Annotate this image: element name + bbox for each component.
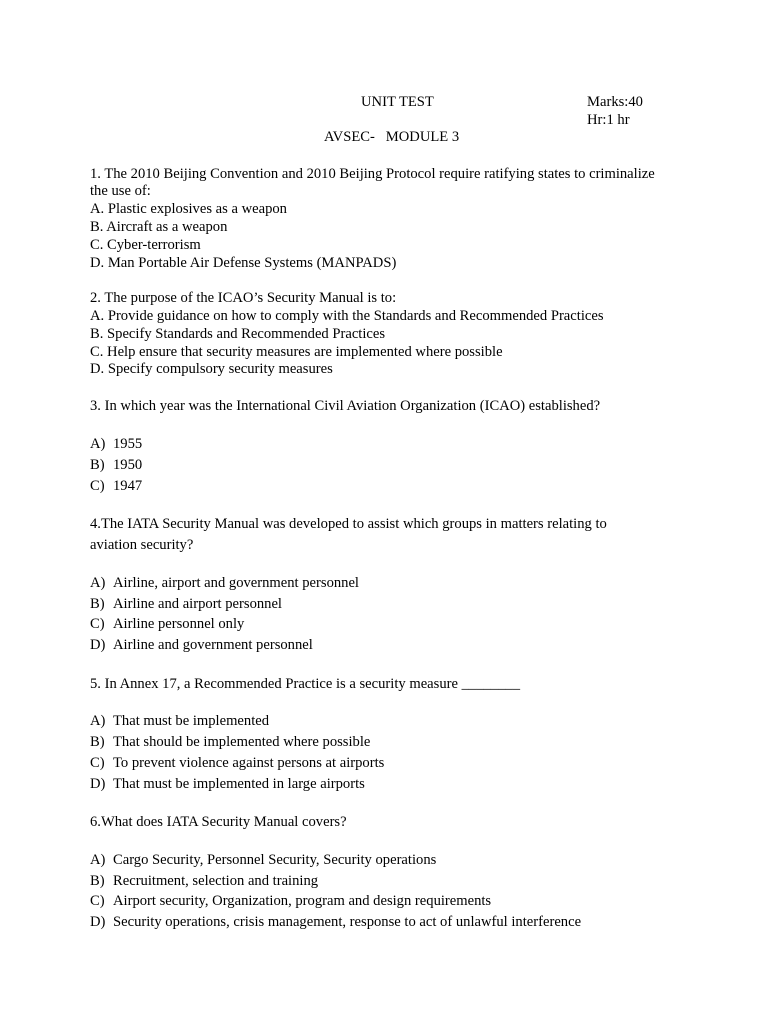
option-label: A) — [90, 852, 106, 868]
test-title: UNIT TEST — [361, 94, 434, 110]
question-4-option-a — [90, 573, 359, 593]
option-text: That must be implemented — [113, 713, 270, 729]
option-text: Airline, airport and government personnel — [113, 575, 359, 591]
option-text: Airline and airport personnel — [113, 596, 282, 612]
question-5-option-d — [90, 774, 365, 794]
option-label: D) — [90, 637, 106, 653]
marks-label: Marks:40 — [587, 94, 643, 110]
question-3-text: 3. In which year was the International Civil Aviation Organization (ICAO) established? — [90, 398, 601, 414]
question-1-option-d: D. Man Portable Air Defense Systems (MANPADS) — [90, 255, 397, 271]
option-label: B) — [90, 596, 105, 612]
question-2-option-c: C. Help ensure that security measures are implemented where possible — [90, 344, 503, 360]
question-4-text-line-2: aviation security? — [90, 537, 194, 553]
question-1-option-c: C. Cyber-terrorism — [90, 237, 201, 253]
question-4-option-b — [90, 594, 282, 614]
question-6-option-c — [90, 891, 491, 911]
option-label: D) — [90, 776, 106, 792]
question-3-option-b — [90, 455, 142, 475]
option-label: B) — [90, 457, 105, 473]
question-6-option-a — [90, 850, 436, 870]
option-text: To prevent violence against persons at airports — [113, 755, 385, 771]
question-6-option-d — [90, 912, 581, 932]
option-text: 1950 — [113, 457, 143, 473]
question-4-option-c — [90, 614, 244, 634]
option-label: B) — [90, 734, 105, 750]
option-label: C) — [90, 893, 105, 909]
question-2-option-b: B. Specify Standards and Recommended Practices — [90, 326, 386, 342]
question-4-option-d — [90, 635, 313, 655]
question-2-option-d: D. Specify compulsory security measures — [90, 361, 333, 377]
option-label: B) — [90, 873, 105, 889]
question-1-text-line-2: the use of: — [90, 183, 151, 199]
question-5-option-a — [90, 711, 269, 731]
question-1-option-b: B. Aircraft as a weapon — [90, 219, 228, 235]
question-3-option-c — [90, 476, 142, 496]
question-5-option-b — [90, 732, 370, 752]
option-label: C) — [90, 478, 105, 494]
option-text: Cargo Security, Personnel Security, Security operations — [113, 852, 437, 868]
question-2-text: 2. The purpose of the ICAO’s Security Manual is to: — [90, 290, 397, 306]
option-text: Airline and government personnel — [113, 637, 313, 653]
option-label: C) — [90, 755, 105, 771]
question-6-option-b — [90, 871, 318, 891]
option-text: 1947 — [113, 478, 143, 494]
question-1-option-a: A. Plastic explosives as a weapon — [90, 201, 287, 217]
option-text: Recruitment, selection and training — [113, 873, 319, 889]
question-4-text-line-1: 4.The IATA Security Manual was developed to assist which groups in matters relating to — [90, 516, 607, 532]
module-title: AVSEC- MODULE 3 — [324, 129, 460, 145]
option-label: A) — [90, 713, 106, 729]
option-label: D) — [90, 914, 106, 930]
question-1-text-line-1: 1. The 2010 Beijing Convention and 2010 Beijing Protocol require ratifying states to criminalize — [90, 166, 655, 182]
question-5-text: 5. In Annex 17, a Recommended Practice is a security measure ________ — [90, 676, 520, 692]
option-text: Airline personnel only — [113, 616, 245, 632]
option-text: Airport security, Organization, program and design requirements — [113, 893, 492, 909]
duration-label: Hr:1 hr — [587, 112, 630, 128]
option-text: That must be implemented in large airports — [113, 776, 365, 792]
question-5-option-c — [90, 753, 384, 773]
question-6-text: 6.What does IATA Security Manual covers? — [90, 814, 347, 830]
option-label: C) — [90, 616, 105, 632]
option-text: 1955 — [113, 436, 143, 452]
question-3-option-a — [90, 434, 142, 454]
option-label: A) — [90, 575, 106, 591]
option-label: A) — [90, 436, 106, 452]
option-text: Security operations, crisis management, response to act of unlawful interference — [113, 914, 582, 930]
question-2-option-a: A. Provide guidance on how to comply with the Standards and Recommended Practices — [90, 308, 604, 324]
option-text: That should be implemented where possible — [113, 734, 371, 750]
